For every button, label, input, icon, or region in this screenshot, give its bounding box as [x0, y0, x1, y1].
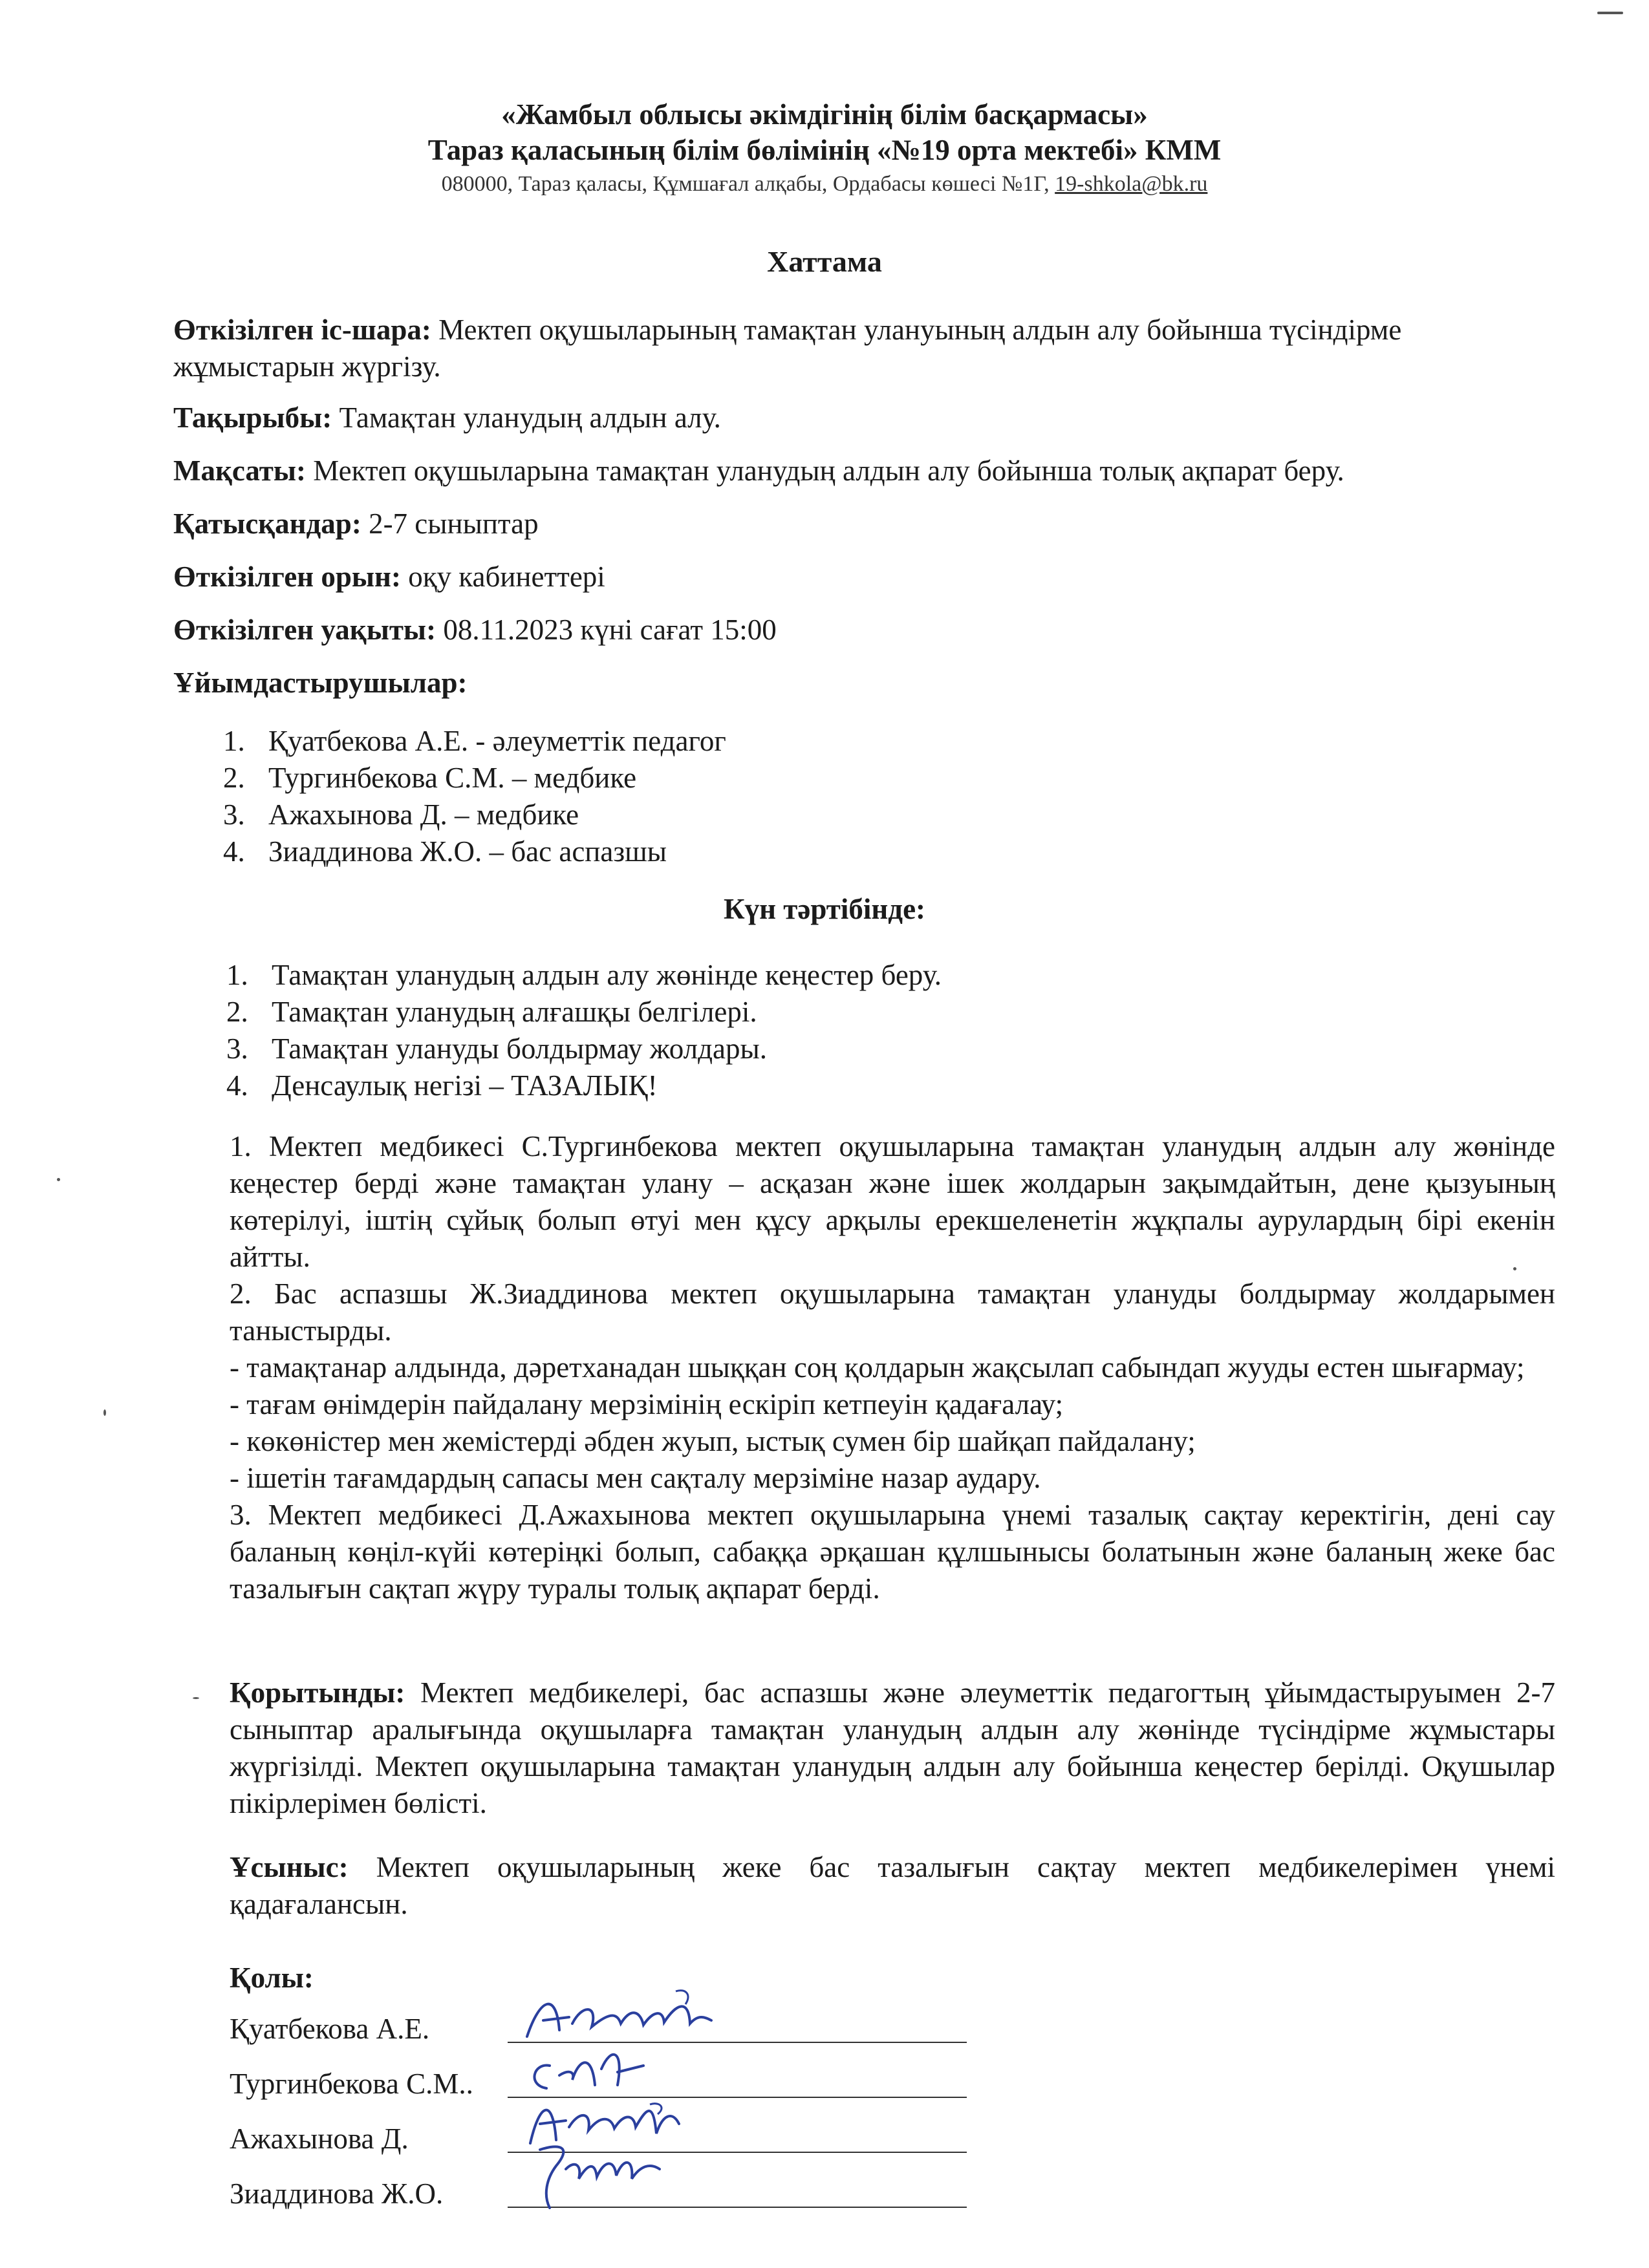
topic-label: Тақырыбы:	[173, 401, 332, 434]
agenda-text: Денсаулық негізі – ТАЗАЛЫҚ!	[272, 1069, 658, 1102]
place-label: Өткізілген орын:	[173, 561, 401, 593]
proposal-text: Мектеп оқушыларының жеке бас тазалығын сақтау мектеп медбикелерімен үнемі қадағалансын.	[230, 1851, 1555, 1920]
conclusion-label: Қорытынды:	[230, 1676, 405, 1709]
scan-artifact	[1597, 12, 1623, 14]
body-paragraph: - ішетін тағамдардың сапасы мен сақталу мерзіміне назар аудару.	[230, 1462, 1041, 1494]
conclusion-text: Мектеп медбикелері, бас аспазшы және әлеуметтік педагогтың ұйымдастыруымен 2-7 сыныптар аралығында оқушыларға тамақтан уланудың алдын алу жөнінде түсіндірме жұмыстары жүргізілді. Мектеп оқушыларына тамақтан уланудың алдын алу бойынша кеңестер берілді. Оқушылар пікірлерімен бөлісті.	[230, 1676, 1555, 1819]
header-line-2: Тараз қаласының білім бөлімінің «№19 орта мектебі» КММ	[427, 134, 1222, 166]
signatory-name: Қуатбекова А.Е.	[230, 2013, 430, 2045]
list-item: 2. Тургинбекова С.М. – медбике	[223, 762, 637, 794]
body-paragraph: - тағам өнімдерін пайдалану мерзімінің ескіріп кетпеуін қадағалау;	[230, 1388, 1064, 1420]
list-item: 4. Зиаддинова Ж.О. – бас аспазшы	[223, 835, 667, 868]
header-address	[0, 168, 1649, 200]
header-line-1: «Жамбыл облысы әкімдігінің білім басқармасы»	[501, 98, 1148, 131]
participants-field	[173, 506, 1551, 542]
agenda-text: Тамақтан уланудың алғашқы белгілері.	[272, 996, 757, 1028]
list-item: 1. Тамақтан уланудың алдын алу жөнінде кеңестер беру.	[226, 959, 942, 991]
scan-artifact	[103, 1409, 106, 1416]
event-value: Мектеп оқушыларының тамақтан улануының алдын алу бойынша түсіндірме жұмыстарын жүргізу.	[173, 314, 1402, 383]
event-field	[173, 312, 1551, 385]
goal-field	[173, 453, 1551, 489]
agenda-title: Күн тәртібінде:	[723, 893, 926, 925]
event-label: Өткізілген іс-шара:	[173, 314, 431, 346]
letterhead	[0, 97, 1649, 200]
organizer-text: Қуатбекова А.Е. - әлеуметтік педагог	[268, 725, 726, 757]
body-paragraph: 3. Мектеп медбикесі Д.Ажахынова мектеп оқушыларына үнемі тазалық сақтау керектігін, дені сау баланың көңіл-күйі көтеріңкі болып, сабаққа әрқашан құлшынысы болатынын және баланың жеке бас тазалығын сақтап жүру туралы толық ақпарат берді.	[230, 1499, 1555, 1605]
signatory-name: Ажахынова Д.	[230, 2123, 409, 2155]
email-link[interactable]: 19-shkola@bk.ru	[1055, 172, 1208, 196]
conclusion-section	[230, 1674, 1555, 1822]
agenda-text: Тамақтан уланудың алдын алу жөнінде кеңестер беру.	[272, 959, 942, 991]
document-title: Хаттама	[767, 245, 882, 278]
agenda-text: Тамақтан улануды болдырмау жолдары.	[272, 1032, 767, 1065]
list-item: 3. Тамақтан улануды болдырмау жолдары.	[226, 1032, 767, 1065]
body-paragraph: - тамақтанар алдында, дәретханадан шыққан соң қолдарын жақсылап сабындап жууды естен шығармау;	[230, 1351, 1525, 1384]
meta-fields	[173, 312, 1551, 701]
minutes-body	[230, 1128, 1555, 1607]
organizer-text: Ажахынова Д. – медбике	[268, 798, 579, 831]
organizer-text: Тургинбекова С.М. – медбике	[268, 762, 637, 794]
organizers-label: Ұйымдастырушылар:	[173, 667, 468, 699]
list-item: 1. Қуатбекова А.Е. - әлеуметтік педагог	[223, 725, 726, 757]
organizers-heading	[173, 665, 1551, 701]
time-field	[173, 612, 1551, 648]
body-paragraph: - көкөністер мен жемістерді әбден жуып, ыстық сумен бір шайқап пайдалану;	[230, 1425, 1196, 1457]
signatory-name: Тургинбекова С.М..	[230, 2068, 473, 2100]
signatures-label: Қолы:	[230, 1962, 314, 1994]
scan-artifact	[193, 1697, 199, 1699]
place-field	[173, 559, 1551, 595]
time-value: 08.11.2023 күні сағат 15:00	[436, 614, 777, 646]
proposal-label: Ұсыныс:	[230, 1851, 349, 1883]
topic-value: Тамақтан уланудың алдын алу.	[332, 401, 721, 434]
time-label: Өткізілген уақыты:	[173, 614, 436, 646]
scan-artifact	[1513, 1267, 1516, 1270]
participants-label: Қатысқандар:	[173, 508, 361, 540]
topic-field	[173, 400, 1551, 436]
signature-row	[230, 2163, 1006, 2214]
goal-value: Мектеп оқушыларына тамақтан уланудың алдын алу бойынша толық ақпарат беру.	[305, 455, 1344, 487]
scan-artifact	[57, 1178, 60, 1181]
place-value: оқу кабинеттері	[400, 561, 605, 593]
list-item: 4. Денсаулық негізі – ТАЗАЛЫҚ!	[226, 1069, 658, 1102]
signatory-name: Зиаддинова Ж.О.	[230, 2177, 444, 2210]
list-item: 3. Ажахынова Д. – медбике	[223, 798, 579, 831]
address-text: 080000, Тараз қаласы, Құмшағал алқабы, Ордабасы көшесі №1Г,	[441, 172, 1055, 196]
list-item: 2. Тамақтан уланудың алғашқы белгілері.	[226, 996, 757, 1028]
body-paragraph: 2. Бас аспазшы Ж.Зиаддинова мектеп оқушыларына тамақтан улануды болдырмау жолдарымен таныстырды.	[230, 1278, 1555, 1347]
signature-mark-icon	[521, 2130, 689, 2214]
organizer-text: Зиаддинова Ж.О. – бас аспазшы	[268, 835, 667, 868]
organizers-list	[223, 723, 726, 870]
proposal-section	[230, 1849, 1555, 1923]
goal-label: Мақсаты:	[173, 455, 306, 487]
participants-value: 2-7 сыныптар	[361, 508, 539, 540]
agenda-list	[226, 957, 942, 1104]
body-paragraph: 1. Мектеп медбикесі С.Тургинбекова мектеп оқушыларына тамақтан уланудың алдын алу жөнінде кеңестер берді және тамақтан улану – асқазан және ішек жолдарын зақымдайтын, дене қызуының көтерілуі, іштің сұйық болып өтуі мен құсу арқылы ерекшеленетін жұқпалы аурулардың бірі екенін айтты.	[230, 1130, 1555, 1273]
